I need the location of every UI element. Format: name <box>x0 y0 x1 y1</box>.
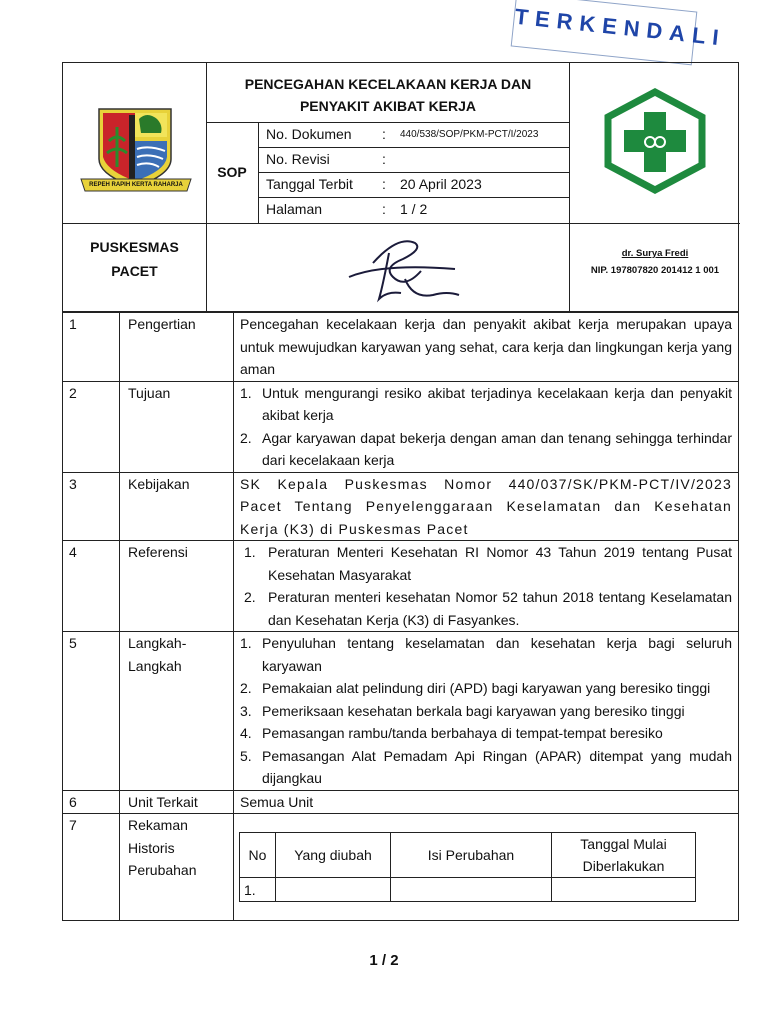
table-row: 6 Unit Terkait Semua Unit <box>63 790 739 814</box>
document-title: PENCEGAHAN KECELAKAAN KERJA DAN PENYAKIT AKIBAT KERJA <box>244 76 532 114</box>
table-row: 3 Kebijakan SK Kepala Puskesmas Nomor 440/037/SK/PKM-PCT/IV/2023 Pacet Tentang Penyelenggaraan Keselamatan dan Kesehatan Kerja (K3) di Puskesmas Pacet <box>63 472 739 541</box>
history-row: 1. <box>240 878 696 902</box>
table-row: 5 Langkah- Langkah 1. Penyuluhan tentang keselamatan dan kesehatan kerja bagi seluruh karyawan 2. Pemakaian alat pelindung diri (APD) bagi karyawan yang beresiko tinggi 3. Pemeriksaan kesehatan berkala bagi karyawan yang beresiko tinggi 4. Pemasangan rambu/tanda berbahaya di tempat-tempat beresiko 5. Pemasangan Alat Pemadam Api Ringan (APAR) ditempat yang mudah dijangkau <box>63 632 739 791</box>
meta-no-revisi: No. Revisi : <box>266 151 386 167</box>
sop-content-table <box>62 312 739 921</box>
table-row: 7 Rekaman Historis Perubahan No Yang diubah Isi Perubahan Tanggal Mulai Diberlakukan 1. <box>63 814 739 921</box>
history-header-row: No Yang diubah Isi Perubahan Tanggal Mulai Diberlakukan <box>240 833 696 878</box>
meta-no-dokumen: No. Dokumen : 440/538/SOP/PKM-PCT/I/2023 <box>266 126 539 142</box>
logo-motto: REPEH RAPIH KERTA RAHARJA <box>89 182 183 188</box>
puskesmas-logo <box>600 88 710 194</box>
puskesmas-name: PUSKESMAS PACET <box>90 239 179 279</box>
signer-block: dr. Surya Fredi NIP. 197807820 201412 1 001 <box>590 248 720 276</box>
history-table <box>239 832 696 902</box>
langkah-list <box>240 632 732 790</box>
list-item: 2. Peraturan menteri kesehatan Nomor 52 tahun 2018 tentang Keselamatan dan Kesehatan Kerja (K3) di Fasyankes. <box>244 589 732 628</box>
terkendali-stamp: TERKENDALI <box>511 0 698 65</box>
list-item: 2. Agar karyawan dapat bekerja dengan aman dan tenang sehingga terhindar dari kecelakaan kerja <box>240 429 732 468</box>
signature <box>343 233 463 305</box>
list-item: 1. Penyuluhan tentang keselamatan dan kesehatan kerja bagi seluruh karyawan <box>240 635 732 674</box>
list-item: 4. Pemasangan rambu/tanda berbahaya di tempat-tempat beresiko <box>240 725 663 741</box>
sop-label: SOP <box>217 164 247 180</box>
list-item: 3. Pemeriksaan kesehatan berkala bagi karyawan yang beresiko tinggi <box>240 702 685 719</box>
list-item: 1. Untuk mengurangi resiko akibat terjadinya kecelakaan kerja dan penyakit akibat kerja <box>240 384 732 423</box>
tujuan-list <box>240 382 732 472</box>
referensi-list <box>240 541 732 631</box>
page-number: 1 / 2 <box>369 952 399 969</box>
table-row: 4 Referensi 1. Peraturan Menteri Kesehatan RI Nomor 43 Tahun 2019 tentang Pusat Kesehatan Masyarakat 2. Peraturan menteri kesehatan Nomor 52 tahun 2018 tentang Keselamatan dan Kesehatan Kerja (K3) di Fasyankes. <box>63 541 739 632</box>
meta-tanggal-terbit: Tanggal Terbit : 20 April 2023 <box>266 176 482 192</box>
document-header <box>62 62 739 312</box>
list-item: 5. Pemasangan Alat Pemadam Api Ringan (APAR) ditempat yang mudah dijangkau <box>240 747 732 786</box>
list-item: 1. Peraturan Menteri Kesehatan RI Nomor 43 Tahun 2019 tentang Pusat Kesehatan Masyarakat <box>244 544 732 583</box>
list-item: 2. Pemakaian alat pelindung diri (APD) bagi karyawan yang beresiko tinggi <box>240 680 711 696</box>
table-row: 1 Pengertian Pencegahan kecelakaan kerja dan penyakit akibat kerja merupakan upaya untuk mewujudkan karyawan yang sehat, cara kerja dan lingkungan kerja yang aman <box>63 313 739 382</box>
meta-halaman: Halaman : 1 / 2 <box>266 201 428 217</box>
table-row: 2 Tujuan 1. Untuk mengurangi resiko akibat terjadinya kecelakaan kerja dan penyakit akibat kerja 2. Agar karyawan dapat bekerja dengan aman dan tenang sehingga terhindar dari kecelakaan kerja <box>63 381 739 472</box>
